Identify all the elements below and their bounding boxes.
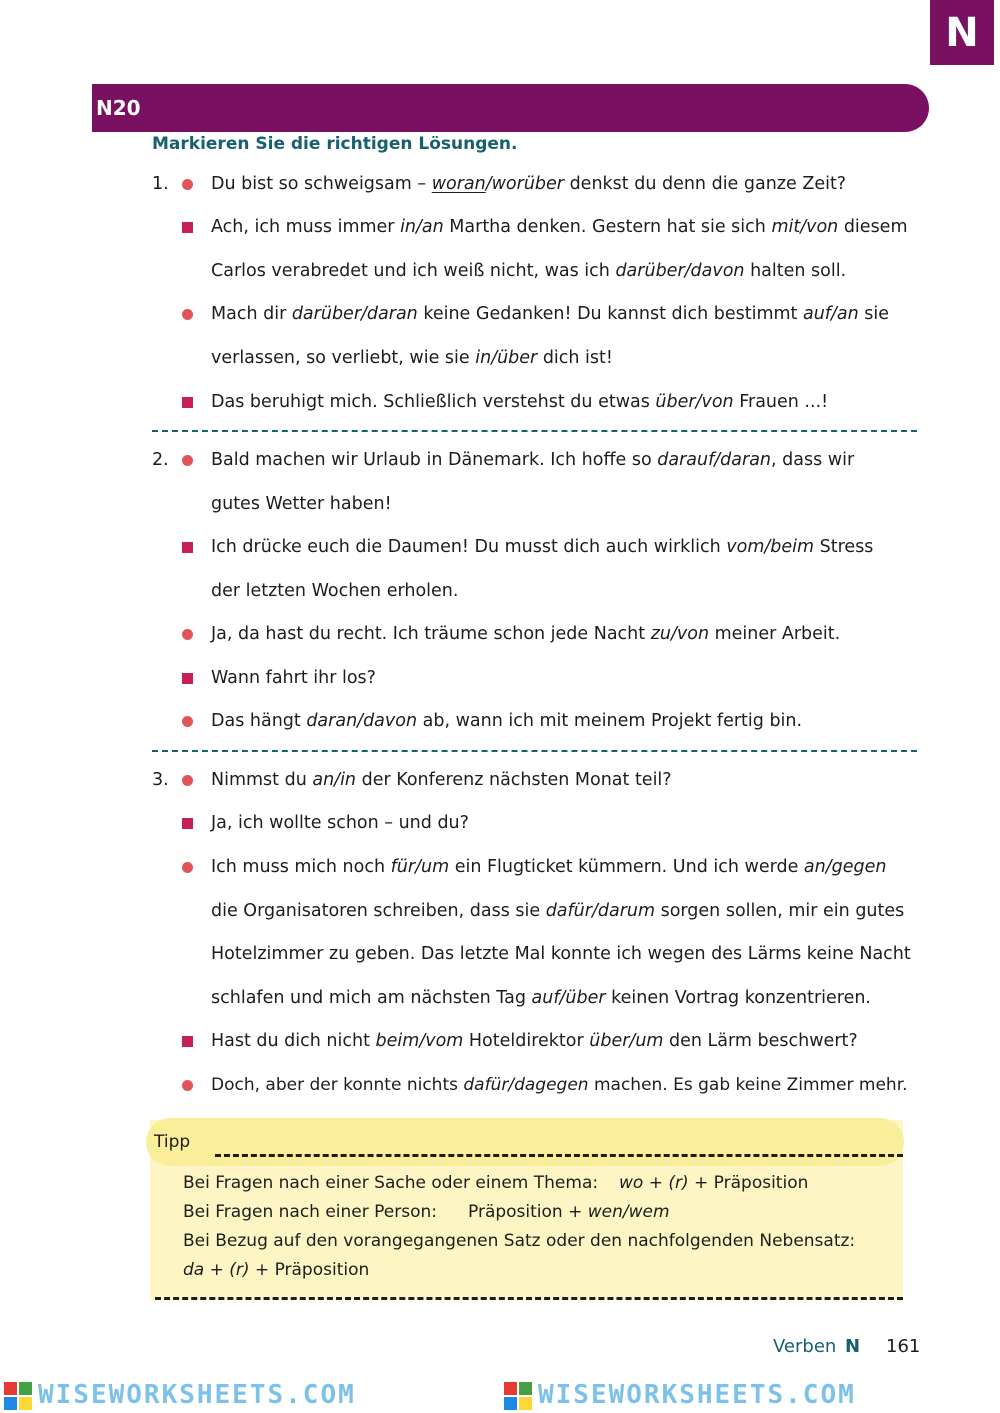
tipp-divider bbox=[215, 1154, 903, 1157]
speaker-b-bullet bbox=[182, 542, 193, 553]
dialog-line: Carlos verabredet und ich weiß nicht, was ich darüber/davon halten soll. bbox=[211, 261, 847, 281]
dialog-line: die Organisatoren schreiben, dass sie dafür/darum sorgen sollen, mir ein gutes bbox=[211, 901, 905, 921]
page-number: 161 bbox=[886, 1336, 921, 1357]
wiseworksheets-logo-icon bbox=[504, 1382, 532, 1410]
tipp-label: Tipp bbox=[154, 1132, 191, 1152]
wiseworksheets-logo-icon bbox=[4, 1382, 32, 1410]
speaker-a-bullet bbox=[182, 179, 193, 190]
speaker-b-bullet bbox=[182, 397, 193, 408]
divider bbox=[152, 430, 917, 432]
choice[interactable]: woran bbox=[431, 174, 486, 194]
choice[interactable]: in/über bbox=[475, 348, 538, 368]
choice[interactable]: für/um bbox=[390, 857, 450, 877]
dialog-line: Hast du dich nicht beim/vom Hoteldirektor über/um den Lärm beschwert? bbox=[211, 1031, 858, 1051]
footer-letter: N bbox=[845, 1336, 861, 1357]
speaker-b-bullet bbox=[182, 222, 193, 233]
tipp-header bbox=[146, 1118, 904, 1166]
watermark: WISEWORKSHEETS.COM bbox=[504, 1380, 856, 1410]
choice[interactable]: darüber/daran bbox=[291, 304, 418, 324]
dialog-line: Doch, aber der konnte nichts dafür/dagegen machen. Es gab keine Zimmer mehr. bbox=[211, 1075, 908, 1095]
choice[interactable]: darüber/davon bbox=[615, 261, 745, 281]
dialog-line: Wann fahrt ihr los? bbox=[211, 668, 376, 688]
dialog-line: Mach dir darüber/daran keine Gedanken! Du kannst dich bestimmt auf/an sie bbox=[211, 304, 889, 324]
item-number: 2. bbox=[152, 450, 169, 470]
tipp-line: Bei Bezug auf den vorangegangenen Satz oder den nachfolgenden Nebensatz: bbox=[183, 1231, 856, 1251]
exercise-id: N20 bbox=[96, 96, 141, 120]
tipp-line: Bei Fragen nach einer Sache oder einem Thema: bbox=[183, 1173, 599, 1193]
choice[interactable]: in/an bbox=[400, 217, 444, 237]
choice[interactable]: auf/über bbox=[531, 988, 606, 1008]
choice[interactable]: an/in bbox=[312, 770, 357, 790]
watermark: WISEWORKSHEETS.COM bbox=[4, 1380, 356, 1410]
tipp-rule: Präposition + wen/wem bbox=[468, 1202, 670, 1222]
speaker-a-bullet bbox=[182, 1080, 193, 1091]
speaker-a-bullet bbox=[182, 455, 193, 466]
choice[interactable]: an/gegen bbox=[803, 857, 887, 877]
speaker-a-bullet bbox=[182, 309, 193, 320]
dialog-line: gutes Wetter haben! bbox=[211, 494, 392, 514]
choice[interactable]: dafür/darum bbox=[545, 901, 656, 921]
item-number: 1. bbox=[152, 174, 169, 194]
dialog-line: Ich drücke euch die Daumen! Du musst dich auch wirklich vom/beim Stress bbox=[211, 537, 874, 557]
speaker-a-bullet bbox=[182, 716, 193, 727]
choice[interactable]: auf/an bbox=[802, 304, 859, 324]
tipp-rule: wo + (r) + Präposition bbox=[619, 1173, 809, 1193]
dialog-line: Ja, da hast du recht. Ich träume schon jede Nacht zu/von meiner Arbeit. bbox=[211, 624, 841, 644]
tipp-rule: da + (r) + Präposition bbox=[183, 1260, 370, 1280]
choice[interactable]: darauf/daran bbox=[657, 450, 772, 470]
choice[interactable]: mit/von bbox=[771, 217, 839, 237]
item-number: 3. bbox=[152, 770, 169, 790]
dialog-line: Das hängt daran/davon ab, wann ich mit meinem Projekt fertig bin. bbox=[211, 711, 803, 731]
speaker-a-bullet bbox=[182, 775, 193, 786]
dialog-line: Ach, ich muss immer in/an Martha denken. Gestern hat sie sich mit/von diesem bbox=[211, 217, 908, 237]
instruction: Markieren Sie die richtigen Lösungen. bbox=[152, 134, 518, 154]
choice[interactable]: zu/von bbox=[650, 624, 710, 644]
choice[interactable]: über/von bbox=[655, 392, 734, 412]
choice[interactable]: /worüber bbox=[485, 174, 564, 194]
tipp-divider bbox=[155, 1297, 903, 1300]
speaker-a-bullet bbox=[182, 862, 193, 873]
speaker-b-bullet bbox=[182, 1036, 193, 1047]
exercise-header bbox=[92, 84, 929, 132]
section-tab: N bbox=[930, 0, 994, 65]
dialog-line: Ja, ich wollte schon – und du? bbox=[211, 813, 469, 833]
speaker-b-bullet bbox=[182, 818, 193, 829]
footer-section: Verben bbox=[773, 1336, 837, 1357]
dialog-line: Nimmst du an/in der Konferenz nächsten Monat teil? bbox=[211, 770, 672, 790]
dialog-line: Das beruhigt mich. Schließlich verstehst du etwas über/von Frauen ...! bbox=[211, 392, 829, 412]
choice[interactable]: beim/vom bbox=[375, 1031, 464, 1051]
speaker-b-bullet bbox=[182, 673, 193, 684]
dialog-line: schlafen und mich am nächsten Tag auf/über keinen Vortrag konzentrieren. bbox=[211, 988, 871, 1008]
dialog-line: verlassen, so verliebt, wie sie in/über dich ist! bbox=[211, 348, 613, 368]
dialog-line: Ich muss mich noch für/um ein Flugticket kümmern. Und ich werde an/gegen bbox=[211, 857, 887, 877]
choice[interactable]: vom/beim bbox=[726, 537, 815, 557]
dialog-line: Du bist so schweigsam – woran/worüber denkst du denn die ganze Zeit? bbox=[211, 174, 847, 194]
choice[interactable]: dafür/dagegen bbox=[463, 1075, 589, 1095]
dialog-line: Hotelzimmer zu geben. Das letzte Mal konnte ich wegen des Lärms keine Nacht bbox=[211, 944, 911, 964]
speaker-a-bullet bbox=[182, 629, 193, 640]
choice[interactable]: daran/davon bbox=[306, 711, 418, 731]
dialog-line: Bald machen wir Urlaub in Dänemark. Ich hoffe so darauf/daran, dass wir bbox=[211, 450, 855, 470]
choice[interactable]: über/um bbox=[589, 1031, 664, 1051]
dialog-line: der letzten Wochen erholen. bbox=[211, 581, 459, 601]
tipp-line: Bei Fragen nach einer Person: bbox=[183, 1202, 438, 1222]
divider bbox=[152, 750, 917, 752]
